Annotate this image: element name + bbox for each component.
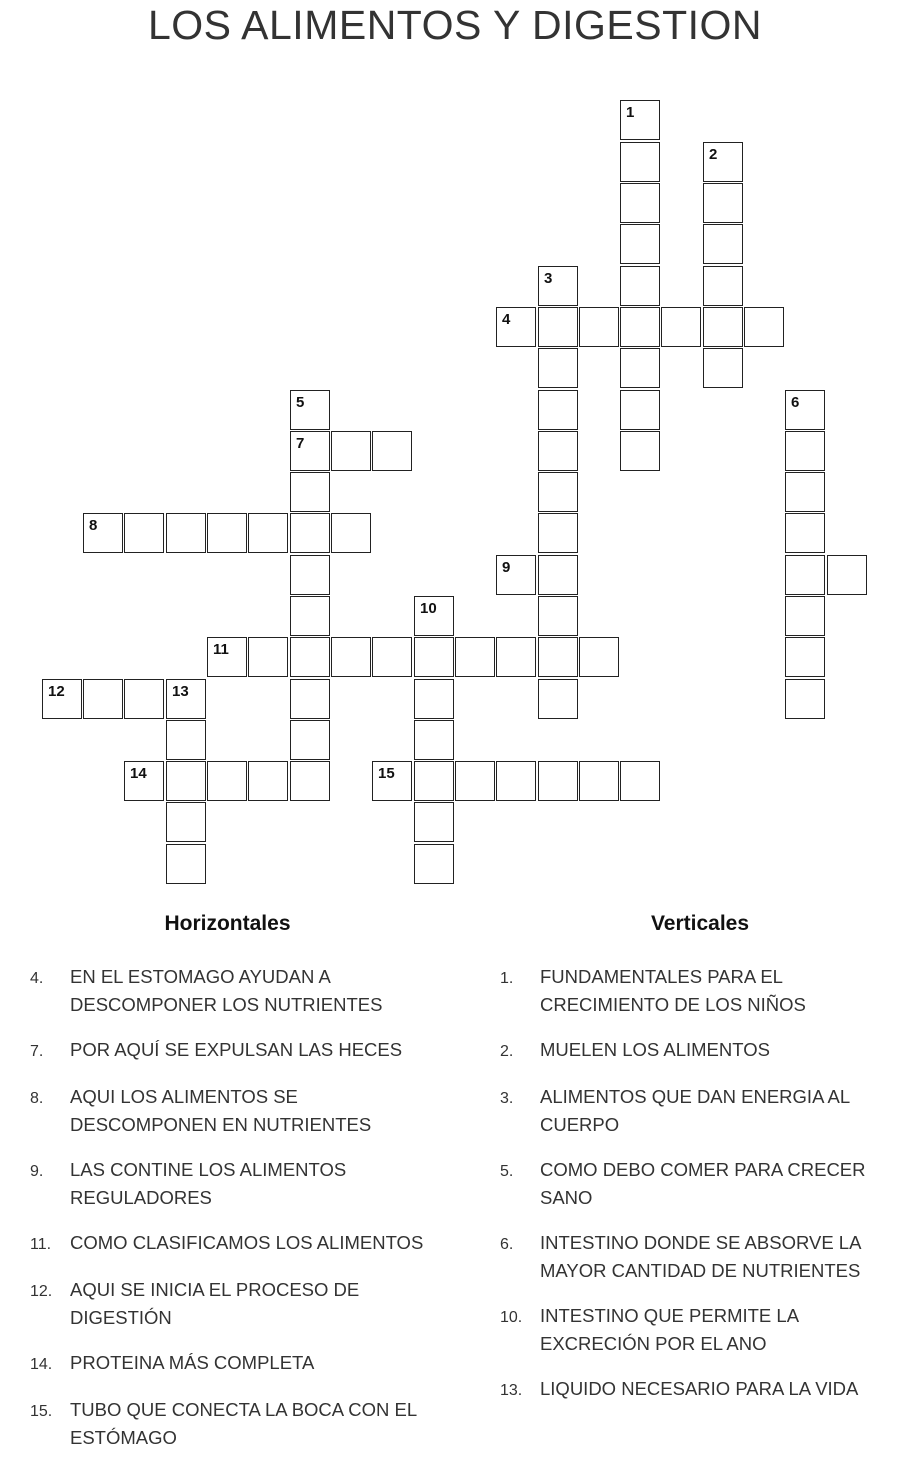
clue-text: EN EL ESTOMAGO AYUDAN A DESCOMPONER LOS NUTRIENTES xyxy=(70,966,383,1015)
crossword-cell[interactable] xyxy=(290,679,330,719)
crossword-cell[interactable] xyxy=(290,596,330,636)
clue-text: AQUI LOS ALIMENTOS SE DESCOMPONEN EN NUTRIENTES xyxy=(70,1086,372,1135)
clue-number: 4. xyxy=(30,970,44,987)
crossword-cell[interactable] xyxy=(290,390,330,430)
clue-number: 10. xyxy=(500,1309,523,1326)
crossword-cell[interactable] xyxy=(414,761,454,801)
cell-number: 1 xyxy=(626,104,635,121)
crossword-cell[interactable] xyxy=(290,761,330,801)
across-clue xyxy=(30,1276,430,1332)
crossword-cell[interactable] xyxy=(620,224,660,264)
crossword-cell[interactable] xyxy=(538,596,578,636)
crossword-cell[interactable] xyxy=(579,637,619,677)
crossword-cell[interactable] xyxy=(83,679,123,719)
clue-number: 3. xyxy=(500,1090,514,1107)
down-clue xyxy=(500,1156,895,1212)
clue-text: ALIMENTOS QUE DAN ENERGIA AL CUERPO xyxy=(540,1086,850,1135)
clue-text: COMO CLASIFICAMOS LOS ALIMENTOS xyxy=(70,1232,424,1253)
crossword-cell[interactable] xyxy=(620,431,660,471)
crossword-cell[interactable] xyxy=(166,761,206,801)
clue-number: 8. xyxy=(30,1090,44,1107)
clue-number: 14. xyxy=(30,1356,53,1373)
crossword-cell[interactable] xyxy=(703,307,743,347)
crossword-cell[interactable] xyxy=(207,637,247,677)
crossword-cell[interactable] xyxy=(207,761,247,801)
crossword-cell[interactable] xyxy=(290,472,330,512)
down-clue xyxy=(500,1229,895,1285)
crossword-cell[interactable] xyxy=(538,431,578,471)
crossword-cell[interactable] xyxy=(538,637,578,677)
clue-text: FUNDAMENTALES PARA EL CRECIMIENTO DE LOS NIÑOS xyxy=(540,966,806,1015)
crossword-cell[interactable] xyxy=(331,637,371,677)
across-clue xyxy=(30,1036,430,1066)
crossword-cell[interactable] xyxy=(620,390,660,430)
crossword-cell[interactable] xyxy=(331,431,371,471)
crossword-cell[interactable] xyxy=(785,513,825,553)
crossword-cell[interactable] xyxy=(538,348,578,388)
crossword-cell[interactable] xyxy=(331,513,371,553)
clue-number: 15. xyxy=(30,1403,53,1420)
down-heading: Verticales xyxy=(650,912,750,935)
across-clue xyxy=(30,963,430,1019)
crossword-cell[interactable] xyxy=(538,266,578,306)
crossword-cell[interactable] xyxy=(414,679,454,719)
crossword-cell[interactable] xyxy=(372,761,412,801)
clue-text: LAS CONTINE LOS ALIMENTOS REGULADORES xyxy=(70,1159,347,1208)
clue-number: 1. xyxy=(500,970,514,987)
crossword-cell[interactable] xyxy=(620,348,660,388)
crossword-cell[interactable] xyxy=(703,348,743,388)
clue-text: COMO DEBO COMER PARA CRECER SANO xyxy=(540,1159,866,1208)
clue-text: MUELEN LOS ALIMENTOS xyxy=(540,1039,770,1060)
cell-number: 7 xyxy=(296,435,305,452)
crossword-cell[interactable] xyxy=(579,307,619,347)
crossword-cell[interactable] xyxy=(496,637,536,677)
crossword-cell[interactable] xyxy=(248,637,288,677)
crossword-cell[interactable] xyxy=(785,431,825,471)
crossword-cell[interactable] xyxy=(124,513,164,553)
down-clue xyxy=(500,1083,895,1139)
crossword-cell[interactable] xyxy=(372,431,412,471)
crossword-cell[interactable] xyxy=(290,720,330,760)
crossword-cell[interactable] xyxy=(538,390,578,430)
cell-number: 12 xyxy=(48,683,65,700)
crossword-cell[interactable] xyxy=(620,307,660,347)
down-clue xyxy=(500,963,895,1019)
crossword-cell[interactable] xyxy=(455,761,495,801)
clue-text: AQUI SE INICIA EL PROCESO DE DIGESTIÓN xyxy=(70,1279,360,1328)
crossword-cell[interactable] xyxy=(83,513,123,553)
cell-number: 2 xyxy=(709,146,718,163)
clue-number: 13. xyxy=(500,1382,523,1399)
cell-number: 14 xyxy=(130,765,147,782)
crossword-cell[interactable] xyxy=(785,679,825,719)
crossword-cell[interactable] xyxy=(248,761,288,801)
crossword-cell[interactable] xyxy=(166,802,206,842)
down-clue xyxy=(500,1375,895,1405)
crossword-cell[interactable] xyxy=(166,720,206,760)
cell-number: 10 xyxy=(420,600,437,617)
crossword-cell[interactable] xyxy=(124,761,164,801)
down-clue xyxy=(500,1302,895,1358)
clue-text: INTESTINO QUE PERMITE LA EXCRECIÓN POR EL ANO xyxy=(540,1305,799,1354)
crossword-cell[interactable] xyxy=(827,555,867,595)
crossword-cell[interactable] xyxy=(496,555,536,595)
crossword-cell[interactable] xyxy=(124,679,164,719)
crossword-cell[interactable] xyxy=(248,513,288,553)
clue-text: TUBO QUE CONECTA LA BOCA CON EL ESTÓMAGO xyxy=(70,1399,417,1448)
crossword-cell[interactable] xyxy=(496,761,536,801)
crossword-cell[interactable] xyxy=(703,183,743,223)
crossword-cell[interactable] xyxy=(372,637,412,677)
clue-number: 12. xyxy=(30,1283,53,1300)
crossword-cell[interactable] xyxy=(290,513,330,553)
crossword-cell[interactable] xyxy=(538,513,578,553)
clue-number: 5. xyxy=(500,1163,514,1180)
across-heading: Horizontales xyxy=(164,912,291,935)
crossword-cell[interactable] xyxy=(785,390,825,430)
crossword-cell[interactable] xyxy=(538,761,578,801)
crossword-cell[interactable] xyxy=(538,555,578,595)
crossword-cell[interactable] xyxy=(620,266,660,306)
across-clue xyxy=(30,1349,430,1379)
crossword-cell[interactable] xyxy=(703,266,743,306)
cell-number: 8 xyxy=(89,517,98,534)
clue-number: 6. xyxy=(500,1236,514,1253)
across-clue xyxy=(30,1156,430,1212)
crossword-cell[interactable] xyxy=(496,307,536,347)
crossword-cell[interactable] xyxy=(414,637,454,677)
down-clue xyxy=(500,1036,895,1066)
down-clue-list xyxy=(500,963,895,1422)
clue-text: POR AQUÍ SE EXPULSAN LAS HECES xyxy=(70,1039,403,1060)
page-title: LOS ALIMENTOS Y DIGESTION xyxy=(147,2,763,48)
across-clue-list xyxy=(30,963,430,1469)
cell-number: 13 xyxy=(172,683,189,700)
crossword-cell[interactable] xyxy=(785,596,825,636)
cell-number: 11 xyxy=(213,641,229,658)
clue-number: 2. xyxy=(500,1043,514,1060)
crossword-cell[interactable] xyxy=(661,307,701,347)
cell-number: 15 xyxy=(378,765,395,782)
crossword-cell[interactable] xyxy=(414,596,454,636)
clue-text: LIQUIDO NECESARIO PARA LA VIDA xyxy=(540,1378,859,1399)
crossword-cell[interactable] xyxy=(785,472,825,512)
crossword-cell[interactable] xyxy=(207,513,247,553)
crossword-cell[interactable] xyxy=(166,679,206,719)
crossword-cell[interactable] xyxy=(166,844,206,884)
crossword-cell[interactable] xyxy=(42,679,82,719)
crossword-cell[interactable] xyxy=(290,637,330,677)
crossword-cell[interactable] xyxy=(785,555,825,595)
crossword-cell[interactable] xyxy=(414,720,454,760)
across-clue xyxy=(30,1229,430,1259)
crossword-cell[interactable] xyxy=(538,679,578,719)
crossword-cell[interactable] xyxy=(620,142,660,182)
clue-text: INTESTINO DONDE SE ABSORVE LA MAYOR CANTIDAD DE NUTRIENTES xyxy=(540,1232,861,1281)
crossword-cell[interactable] xyxy=(744,307,784,347)
crossword-cell[interactable] xyxy=(414,844,454,884)
clue-number: 9. xyxy=(30,1163,44,1180)
clue-number: 11. xyxy=(30,1236,52,1253)
cell-number: 9 xyxy=(502,559,511,576)
crossword-cell[interactable] xyxy=(414,802,454,842)
clue-text: PROTEINA MÁS COMPLETA xyxy=(70,1352,315,1373)
crossword-cell[interactable] xyxy=(290,555,330,595)
crossword-cell[interactable] xyxy=(785,637,825,677)
cell-number: 5 xyxy=(296,394,305,411)
crossword-cell[interactable] xyxy=(703,224,743,264)
across-clue xyxy=(30,1396,430,1452)
cell-number: 4 xyxy=(502,311,511,328)
crossword-cell[interactable] xyxy=(166,513,206,553)
cell-number: 3 xyxy=(544,270,553,287)
crossword-cell[interactable] xyxy=(538,472,578,512)
crossword-cell[interactable] xyxy=(455,637,495,677)
crossword-cell[interactable] xyxy=(620,761,660,801)
clue-number: 7. xyxy=(30,1043,44,1060)
across-clue xyxy=(30,1083,430,1139)
crossword-cell[interactable] xyxy=(538,307,578,347)
crossword-cell[interactable] xyxy=(620,100,660,140)
crossword-cell[interactable] xyxy=(290,431,330,471)
crossword-cell[interactable] xyxy=(703,142,743,182)
cell-number: 6 xyxy=(791,394,800,411)
crossword-cell[interactable] xyxy=(579,761,619,801)
crossword-cell[interactable] xyxy=(620,183,660,223)
